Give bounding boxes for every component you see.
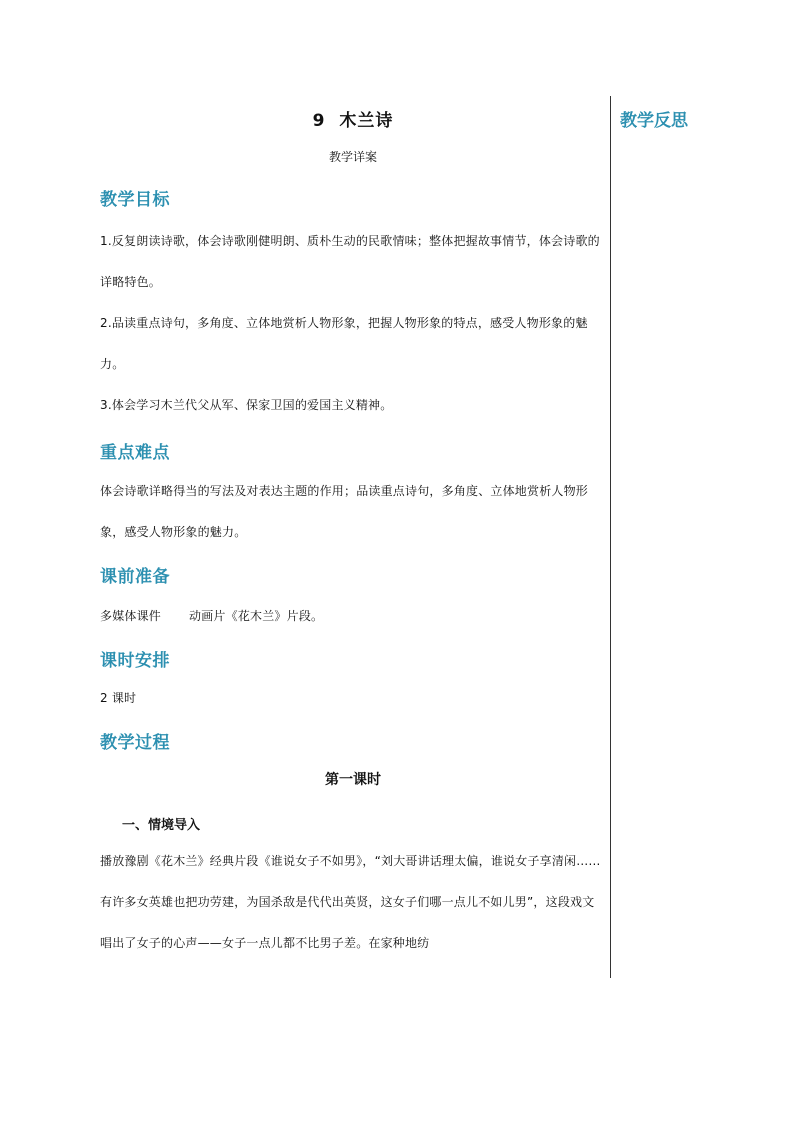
process-heading: 教学过程 xyxy=(100,733,170,753)
key-points-text: 体会诗歌详略得当的写法及对表达主题的作用；品读重点诗句，多角度、立体地赏析人物形象，感受人物形象的魅力。 xyxy=(100,484,589,539)
column-divider xyxy=(610,96,611,978)
key-points-heading: 重点难点 xyxy=(100,443,170,463)
goal-item-1: 1.反复朗读诗歌，体会诗歌刚健明朗、质朴生动的民歌情味；整体把握故事情节，体会诗歌的详略特色。 xyxy=(100,234,600,289)
preparation-item-2: 动画片《花木兰》片段。 xyxy=(189,609,324,623)
page-subtitle: 教学详案 xyxy=(328,150,377,164)
reflection-heading: 教学反思 xyxy=(620,111,688,131)
intro-paragraph: 播放豫剧《花木兰》经典片段《谁说女子不如男》，“刘大哥讲话理太偏，谁说女子享清闲……有许多女英雄也把功劳建，为国杀敌是代代出英贤，这女子们哪一点儿不如儿男”，这段戏文唱出了女子的心声——女子一点儿都不比男子差。在家种地纺 xyxy=(100,854,601,950)
lesson-period-title: 第一课时 xyxy=(325,772,381,788)
preparation-item-1: 多媒体课件 xyxy=(100,609,162,623)
lesson-number: 9 xyxy=(312,111,326,131)
preparation-heading: 课前准备 xyxy=(100,567,170,587)
step-title: 一、情境导入 xyxy=(122,818,201,833)
goals-heading: 教学目标 xyxy=(100,190,170,210)
goal-item-3: 3.体会学习木兰代父从军、保家卫国的爱国主义精神。 xyxy=(100,398,393,412)
preparation-text xyxy=(100,596,606,637)
schedule-heading: 课时安排 xyxy=(100,651,170,671)
goal-item-2: 2.品读重点诗句，多角度、立体地赏析人物形象，把握人物形象的特点，感受人物形象的魅力。 xyxy=(100,316,588,371)
page-title xyxy=(100,106,606,131)
schedule-text: 2 课时 xyxy=(100,691,137,705)
lesson-title: 木兰诗 xyxy=(339,111,394,131)
